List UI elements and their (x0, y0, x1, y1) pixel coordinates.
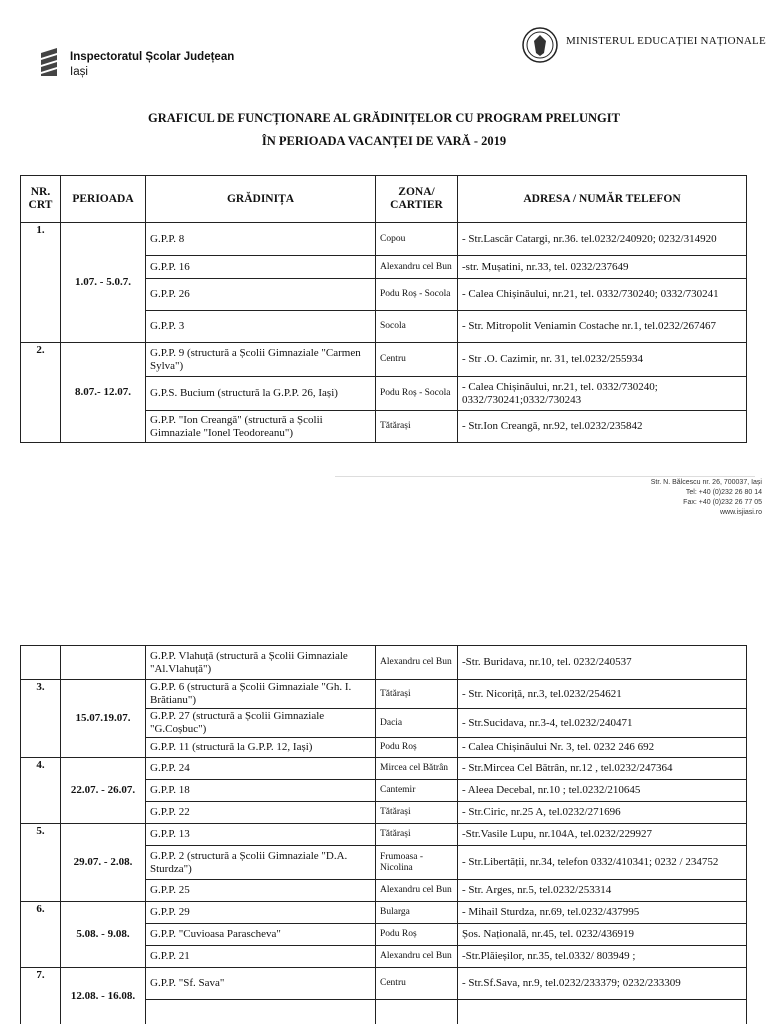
address-cell: - Str.Libertății, nr.34, telefon 0332/410341; 0232 / 234752 (458, 846, 747, 880)
kindergarten-cell (146, 1000, 376, 1024)
row-number: 1. (21, 223, 61, 343)
period-cell: 22.07. - 26.07. (61, 758, 146, 824)
header-nr: NR. CRT (21, 176, 61, 223)
document-title: GRAFICUL DE FUNCȚIONARE AL GRĂDINIȚELOR CU PROGRAM PRELUNGIT (148, 111, 620, 125)
kindergarten-cell: G.P.P. 3 (146, 311, 376, 343)
zone-cell: Podu Roș (376, 738, 458, 758)
isj-name: Inspectoratul Școlar Județean (70, 51, 235, 63)
zone-cell: Cantemir (376, 780, 458, 802)
footer-contact (651, 478, 762, 518)
kindergarten-cell: G.P.P. 6 (structură a Școlii Gimnaziale "Gh. I. Brătianu") (146, 680, 376, 709)
kindergarten-cell: G.P.P. Vlahuță (structură a Școlii Gimnaziale "Al.Vlahuță") (146, 646, 376, 680)
zone-cell: Tătărași (376, 824, 458, 846)
table-row (21, 968, 747, 1000)
period-cell: 1.07. - 5.0.7. (61, 223, 146, 343)
address-cell: Șos. Națională, nr.45, tel. 0232/436919 (458, 924, 747, 946)
period-cell: 29.07. - 2.08. (61, 824, 146, 902)
kindergarten-cell: G.P.P. 22 (146, 802, 376, 824)
isj-logo-icon (38, 47, 60, 77)
isj-city: Iași (70, 66, 88, 78)
header-period: PERIOADA (61, 176, 146, 223)
zone-cell: Alexandru cel Bun (376, 946, 458, 968)
footer-tel (651, 488, 762, 498)
address-cell (458, 1000, 747, 1024)
kindergarten-cell: G.P.P. 9 (structură a Școlii Gimnaziale "Carmen Sylva") (146, 343, 376, 377)
kindergarten-cell: G.P.P. 18 (146, 780, 376, 802)
period-cell: 5.08. - 9.08. (61, 902, 146, 968)
address-cell: - Str.Sf.Sava, nr.9, tel.0232/233379; 0232/233309 (458, 968, 747, 1000)
zone-cell: Centru (376, 343, 458, 377)
kindergarten-cell: G.P.S. Bucium (structură la G.P.P. 26, Iași) (146, 377, 376, 411)
kindergarten-cell: G.P.P. 21 (146, 946, 376, 968)
kindergarten-cell: G.P.P. "Ion Creangă" (structură a Școlii Gimnaziale "Ionel Teodoreanu") (146, 411, 376, 443)
kindergarten-cell: G.P.P. 29 (146, 902, 376, 924)
kindergarten-cell: G.P.P. "Sf. Sava" (146, 968, 376, 1000)
kindergarten-cell: G.P.P. 24 (146, 758, 376, 780)
zone-cell: Podu Roș - Socola (376, 279, 458, 311)
address-cell: - Calea Chișinăului, nr.21, tel. 0332/730240; 0332/730241;0332/730243 (458, 377, 747, 411)
zone-cell: Podu Roș - Socola (376, 377, 458, 411)
table-row (21, 343, 747, 377)
kindergarten-cell: G.P.P. 11 (structură la G.P.P. 12, Iași) (146, 738, 376, 758)
zone-cell: Frumoasa - Nicolina (376, 846, 458, 880)
zone-cell: Tătărași (376, 680, 458, 709)
address-cell: -str. Mușatini, nr.33, tel. 0232/237649 (458, 256, 747, 279)
kindergarten-cell: G.P.P. 8 (146, 223, 376, 256)
header-kindergarten: GRĂDINIȚA (146, 176, 376, 223)
row-number: 5. (21, 824, 61, 902)
footer-address: Str. N. Bălcescu nr. 26, 700037, Iași (650, 479, 762, 486)
zone-cell: Tătărași (376, 411, 458, 443)
footer-tel-label: Tel: (685, 489, 697, 496)
address-cell: - Str. Mitropolit Veniamin Costache nr.1, tel.0232/267467 (458, 311, 747, 343)
kindergarten-cell: G.P.P. 2 (structură a Școlii Gimnaziale "D.A. Sturdza") (146, 846, 376, 880)
zone-cell: Dacia (376, 709, 458, 738)
header-address: ADRESA / NUMĂR TELEFON (458, 176, 747, 223)
kindergarten-cell: G.P.P. "Cuvioasa Parascheva" (146, 924, 376, 946)
zone-cell: Mircea cel Bătrân (376, 758, 458, 780)
zone-cell: Tătărași (376, 802, 458, 824)
row-number: 3. (21, 680, 61, 758)
address-cell: - Str.Ion Creangă, nr.92, tel.0232/235842 (458, 411, 747, 443)
footer-fax-value: +40 (0)232 26 77 05 (698, 499, 762, 506)
table-row (21, 902, 747, 924)
document-page-2 (0, 635, 768, 1024)
address-cell: - Str.Ciric, nr.25 A, tel.0232/271696 (458, 802, 747, 824)
address-cell: - Calea Chișinăului Nr. 3, tel. 0232 246 692 (458, 738, 747, 758)
kindergarten-cell: G.P.P. 25 (146, 880, 376, 902)
zone-cell (376, 1000, 458, 1024)
table-row (21, 824, 747, 846)
page-gap (0, 545, 768, 635)
ministry-seal-icon (522, 27, 558, 63)
zone-cell: Bularga (376, 902, 458, 924)
row-number: 6. (21, 902, 61, 968)
row-number: 4. (21, 758, 61, 824)
zone-cell: Podu Roș (376, 924, 458, 946)
footer-tel-value: +40 (0)232 26 80 14 (698, 489, 762, 496)
period-cell: 8.07.- 12.07. (61, 343, 146, 443)
address-cell: -Str. Buridava, nr.10, tel. 0232/240537 (458, 646, 747, 680)
address-cell: - Aleea Decebal, nr.10 ; tel.0232/210645 (458, 780, 747, 802)
address-cell: - Mihail Sturdza, nr.69, tel.0232/437995 (458, 902, 747, 924)
zone-cell: Alexandru cel Bun (376, 646, 458, 680)
zone-cell: Alexandru cel Bun (376, 256, 458, 279)
kindergarten-cell: G.P.P. 27 (structură a Școlii Gimnaziale "G.Coșbuc") (146, 709, 376, 738)
kindergarten-cell: G.P.P. 26 (146, 279, 376, 311)
address-cell: - Calea Chișinăului, nr.21, tel. 0332/730240; 0332/730241 (458, 279, 747, 311)
schedule-table-continued (20, 645, 747, 1024)
table-row (21, 680, 747, 709)
period-cell (61, 646, 146, 680)
address-cell: - Str.Lascăr Catargi, nr.36. tel.0232/240920; 0232/314920 (458, 223, 747, 256)
period-cell: 15.07.19.07. (61, 680, 146, 758)
footer-fax-label: Fax: (683, 499, 697, 506)
kindergarten-cell: G.P.P. 16 (146, 256, 376, 279)
document-subtitle: ÎN PERIOADA VACANȚEI DE VARĂ - 2019 (261, 134, 507, 148)
header-zone: ZONA/ CARTIER (376, 176, 458, 223)
table-row (21, 223, 747, 256)
address-cell: - Str.Sucidava, nr.3-4, tel.0232/240471 (458, 709, 747, 738)
table-row (21, 646, 747, 680)
address-cell: - Str.Mircea Cel Bătrân, nr.12 , tel.0232/247364 (458, 758, 747, 780)
row-number (21, 646, 61, 680)
ministry-name: MINISTERUL EDUCAȚIEI NAȚIONALE (566, 35, 766, 47)
kindergarten-cell: G.P.P. 13 (146, 824, 376, 846)
footer-web: www.isjiasi.ro (719, 509, 762, 516)
footer-divider (335, 476, 755, 477)
zone-cell: Alexandru cel Bun (376, 880, 458, 902)
address-cell: - Str. Nicoriță, nr.3, tel.0232/254621 (458, 680, 747, 709)
zone-cell: Socola (376, 311, 458, 343)
address-cell: - Str. Arges, nr.5, tel.0232/253314 (458, 880, 747, 902)
schedule-table (20, 175, 747, 443)
row-number: 7. (21, 968, 61, 1024)
address-cell: - Str .O. Cazimir, nr. 31, tel.0232/255934 (458, 343, 747, 377)
address-cell: -Str.Plăieșilor, nr.35, tel.0332/ 803949 ; (458, 946, 747, 968)
row-number: 2. (21, 343, 61, 443)
zone-cell: Centru (376, 968, 458, 1000)
address-cell: -Str.Vasile Lupu, nr.104A, tel.0232/229927 (458, 824, 747, 846)
table-row (21, 758, 747, 780)
footer-fax (651, 498, 762, 508)
zone-cell: Copou (376, 223, 458, 256)
period-cell: 12.08. - 16.08. (61, 968, 146, 1024)
